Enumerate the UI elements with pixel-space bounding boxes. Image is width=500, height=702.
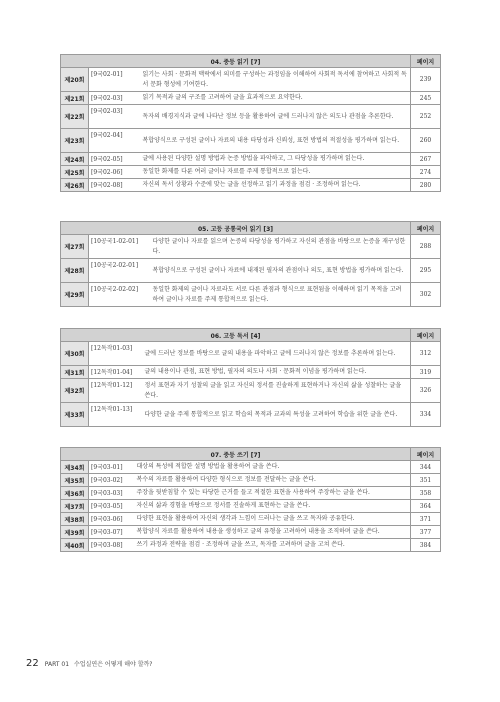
- standard-description: 자신의 독서 상황과 수준에 맞는 글을 선정하고 읽기 과정을 점검 · 조정하며 읽는다.: [141, 179, 411, 192]
- session-label: 제29회: [61, 283, 89, 307]
- standard-code: [12독작01-12]: [89, 379, 143, 403]
- session-label: 제28회: [61, 259, 89, 283]
- session-label: 제39회: [61, 526, 89, 539]
- section-header: [61, 448, 441, 461]
- session-label: 제23회: [61, 129, 89, 153]
- table-row: [61, 179, 441, 192]
- standard-description: 글에 드러난 정보를 바탕으로 글의 내용을 파악하고 글에 드러나지 않은 정보를 추론하며 읽는다.: [143, 342, 411, 366]
- standard-description: 복합양식으로 구성된 글이나 자료의 내용 타당성과 신뢰성, 표현 방법의 적절성을 평가하며 읽는다.: [141, 129, 411, 153]
- standard-code: [9국03-06]: [89, 513, 135, 526]
- table-row: [61, 283, 441, 307]
- standard-code: [10공국2-02-02]: [89, 283, 151, 307]
- standard-code: [10공국1-02-01]: [89, 235, 151, 259]
- session-label: 제40회: [61, 539, 89, 552]
- standard-description: 복합양식 자료를 활용하여 내용을 생성하고 글의 유형을 고려하여 내용을 조직하며 글을 쓴다.: [135, 526, 411, 539]
- session-label: 제34회: [61, 461, 89, 474]
- session-label: 제36회: [61, 487, 89, 500]
- table-row: [61, 474, 441, 487]
- standard-code: [12독작01-13]: [89, 403, 143, 427]
- table-row: [61, 461, 441, 474]
- table-row: [61, 526, 441, 539]
- table-row: [61, 487, 441, 500]
- page-number: 358: [411, 487, 441, 500]
- standard-code: [9국03-02]: [89, 474, 135, 487]
- standard-code: [9국02-08]: [89, 179, 141, 192]
- standard-code: [9국03-07]: [89, 526, 135, 539]
- standard-code: [9국02-03]: [89, 92, 141, 105]
- session-label: 제30회: [61, 342, 89, 366]
- section-title: 07. 중등 쓰기 [7]: [61, 448, 411, 461]
- table-row: [61, 379, 441, 403]
- page-number: 239: [411, 68, 441, 92]
- session-label: 제20회: [61, 68, 89, 92]
- standard-code: [9국03-01]: [89, 461, 135, 474]
- table-row: [61, 153, 441, 166]
- session-label: 제21회: [61, 92, 89, 105]
- standard-description: 주장을 뒷받침할 수 있는 타당한 근거를 들고 적절한 표현을 사용하여 주장하는 글을 쓴다.: [135, 487, 411, 500]
- session-label: 제22회: [61, 105, 89, 129]
- table-row: [61, 259, 441, 283]
- page-column-header: 페이지: [411, 448, 441, 461]
- standard-description: 대상의 특성에 적합한 설명 방법을 활용하여 글을 쓴다.: [135, 461, 411, 474]
- section-table-07: [60, 447, 441, 552]
- page-number: 312: [411, 342, 441, 366]
- page-number: 267: [411, 153, 441, 166]
- table-row: [61, 129, 441, 153]
- session-label: 제31회: [61, 366, 89, 379]
- page-number: 252: [411, 105, 441, 129]
- standard-description: 정서 표현과 자기 성찰의 글을 읽고 자신의 정서를 진솔하게 표현하거나 자신의 삶을 성찰하는 글을 쓴다.: [143, 379, 411, 403]
- page-number: 384: [411, 539, 441, 552]
- section-title: 05. 고등 공통국어 읽기 [3]: [61, 222, 411, 235]
- table-row: [61, 500, 441, 513]
- page-number: 245: [411, 92, 441, 105]
- standard-description: 다양한 표현을 활용하여 자신의 생각과 느낌이 드러나는 글을 쓰고 독자와 공유한다.: [135, 513, 411, 526]
- session-label: 제24회: [61, 153, 89, 166]
- standard-description: 자신의 삶과 경험을 바탕으로 정서를 진솔하게 표현하는 글을 쓴다.: [135, 500, 411, 513]
- section-title: 06. 고등 독서 [4]: [61, 329, 411, 342]
- session-label: 제27회: [61, 235, 89, 259]
- standard-code: [9국03-05]: [89, 500, 135, 513]
- page-column-header: 페이지: [411, 55, 441, 68]
- page-number: 377: [411, 526, 441, 539]
- table-row: [61, 235, 441, 259]
- table-row: [61, 366, 441, 379]
- standard-description: 읽기는 사회 · 문화적 맥락에서 의미를 구성하는 과정임을 이해하여 사회적 독서에 참여하고 사회적 독서 문화 형성에 기여한다.: [141, 68, 411, 92]
- section-table-05: [60, 221, 441, 307]
- section-table-04: [60, 54, 441, 192]
- page-number: 371: [411, 513, 441, 526]
- page-column-header: 페이지: [411, 329, 441, 342]
- section-table-06: [60, 328, 441, 427]
- section-title: 04. 중등 읽기 [7]: [61, 55, 411, 68]
- page-number: 260: [411, 129, 441, 153]
- page-number: 302: [411, 283, 441, 307]
- page-number: 288: [411, 235, 441, 259]
- page-number: 274: [411, 166, 441, 179]
- standard-code: [10공국2-02-01]: [89, 259, 151, 283]
- footer-part-label: PART 01: [44, 661, 70, 668]
- standard-description: 글의 내용이나 관점, 표현 방법, 필자의 의도나 사회 · 문화적 이념을 평가하며 읽는다.: [143, 366, 411, 379]
- page-number: 319: [411, 366, 441, 379]
- standard-description: 동일한 화제의 글이나 자료라도 서로 다른 관점과 형식으로 표현됨을 이해하며 읽기 목적을 고려하여 글이나 자료를 주제 통합적으로 읽는다.: [151, 283, 411, 307]
- standard-description: 복수의 자료를 활용하여 다양한 형식으로 정보를 전달하는 글을 쓴다.: [135, 474, 411, 487]
- session-label: 제37회: [61, 500, 89, 513]
- standard-description: 복합양식으로 구성된 글이나 자료에 내재된 필자의 관점이나 의도, 표현 방법을 평가하며 읽는다.: [151, 259, 411, 283]
- page-number: 295: [411, 259, 441, 283]
- table-row: [61, 539, 441, 552]
- standard-code: [12독작01-03]: [89, 342, 143, 366]
- table-row: [61, 166, 441, 179]
- standard-description: 다양한 글을 주제 통합적으로 읽고 학습의 목적과 교과의 특성을 고려하여 학습을 위한 글을 쓴다.: [143, 403, 411, 427]
- table-row: [61, 92, 441, 105]
- standard-code: [9국02-01]: [89, 68, 141, 92]
- standard-description: 독자의 배경지식과 글에 나타난 정보 등을 활용하여 글에 드러나지 않은 의도나 관점을 추론한다.: [141, 105, 411, 129]
- session-label: 제35회: [61, 474, 89, 487]
- session-label: 제25회: [61, 166, 89, 179]
- section-header: [61, 329, 441, 342]
- session-label: 제33회: [61, 403, 89, 427]
- section-header: [61, 222, 441, 235]
- standard-description: 글에 사용된 다양한 설명 방법과 논증 방법을 파악하고, 그 타당성을 평가하며 읽는다.: [141, 153, 411, 166]
- page-number: 364: [411, 500, 441, 513]
- page-number: 280: [411, 179, 441, 192]
- table-row: [61, 68, 441, 92]
- table-row: [61, 403, 441, 427]
- table-row: [61, 342, 441, 366]
- standard-code: [9국02-05]: [89, 153, 141, 166]
- section-header: [61, 55, 441, 68]
- page-number: 326: [411, 379, 441, 403]
- standard-code: [9국03-08]: [89, 539, 135, 552]
- standard-description: 쓰기 과정과 전략을 점검 · 조정하며 글을 쓰고, 독자를 고려하며 글을 고쳐 쓴다.: [135, 539, 411, 552]
- table-row: [61, 513, 441, 526]
- session-label: 제32회: [61, 379, 89, 403]
- standard-code: [9국03-03]: [89, 487, 135, 500]
- page-number: 344: [411, 461, 441, 474]
- standard-description: 다양한 글이나 자료를 읽으며 논증의 타당성을 평가하고 자신의 관점을 바탕으로 논증을 재구성한다.: [151, 235, 411, 259]
- standard-description: 동일한 화제를 다룬 여러 글이나 자료를 주제 통합적으로 읽는다.: [141, 166, 411, 179]
- standard-code: [12독작01-04]: [89, 366, 143, 379]
- standard-description: 읽기 목적과 글의 구조를 고려하여 글을 효과적으로 요약한다.: [141, 92, 411, 105]
- page-footer: [26, 658, 152, 669]
- footer-part-title: 수업실연은 어떻게 해야 할까?: [74, 661, 153, 668]
- standard-code: [9국02-04]: [89, 129, 141, 153]
- standard-code: [9국02-06]: [89, 166, 141, 179]
- standard-code: [9국02-03]: [89, 105, 141, 129]
- page-number: 334: [411, 403, 441, 427]
- page-number: 351: [411, 474, 441, 487]
- session-label: 제38회: [61, 513, 89, 526]
- session-label: 제26회: [61, 179, 89, 192]
- page-column-header: 페이지: [411, 222, 441, 235]
- footer-page-number: 22: [26, 658, 39, 669]
- table-row: [61, 105, 441, 129]
